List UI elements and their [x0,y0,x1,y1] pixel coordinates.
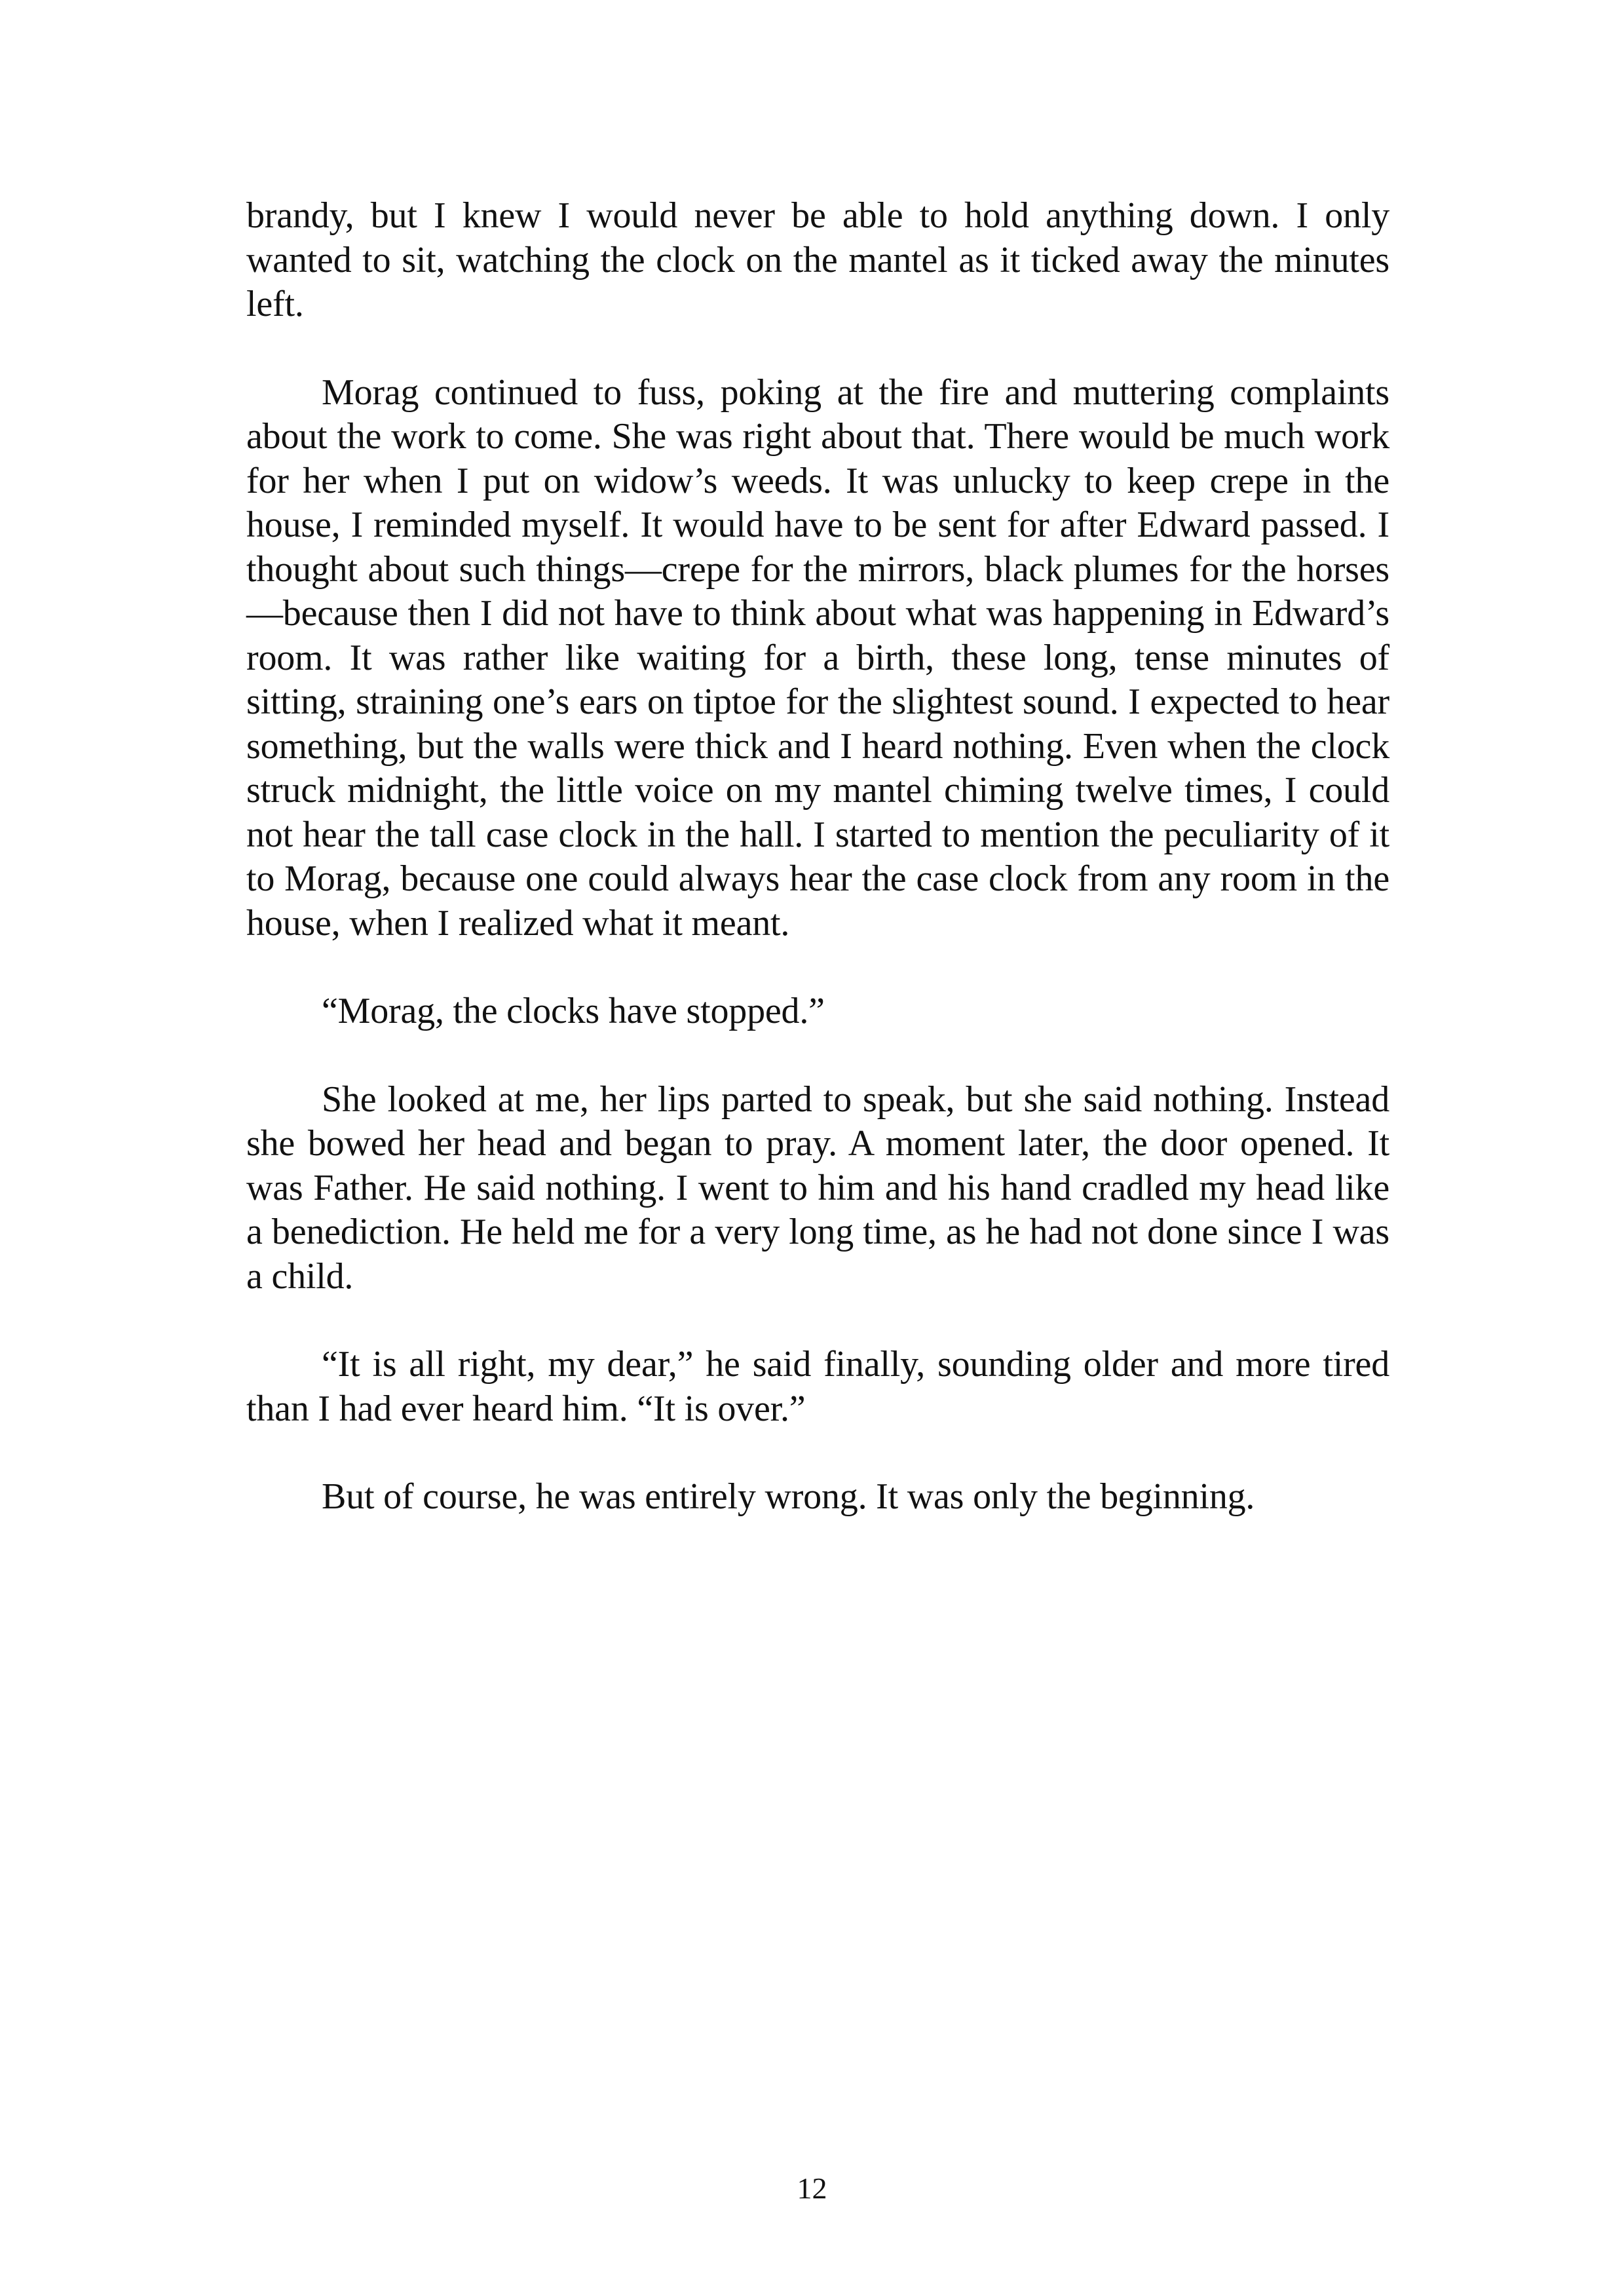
page-number: 12 [797,2172,827,2205]
paragraph: She looked at me, her lips parted to speak, but she said nothing. Instead she bowed her head and began to pray. A moment later, the door opened. It was Father. He said nothing. I went to him and his hand cradled my head like a benediction. He held me for a very long time, as he had not done since I was a child. [246,1079,1389,1297]
paragraph-closing: But of course, he was entirely wrong. It was only the beginning. [322,1476,1255,1517]
paragraph-dialogue: “It is all right, my dear,” he said finally, sounding older and more tired than I had ever heard him. “It is over.” [246,1344,1389,1429]
paragraph-dialogue: “Morag, the clocks have stopped.” [322,991,825,1031]
page-body [246,194,1389,1520]
paragraph: Morag continued to fuss, poking at the fire and muttering complaints about the work to come. She was right about that. There would be much work for her when I put on widow’s weeds. It was unlucky to keep crepe in the house, I reminded myself. It would have to be sent for after Edward passed. I thought about such things—crepe for the mirrors, black plumes for the horses—because then I did not have to think about what was happening in Edward’s room. It was rather like waiting for a birth, these long, tense minutes of sitting, straining one’s ears on tiptoe for the slightest sound. I expected to hear something, but the walls were thick and I heard nothing. Even when the clock struck midnight, the little voice on my mantel chiming twelve times, I could not hear the tall case clock in the hall. I started to mention the peculiarity of it to Morag, because one could always hear the case clock from any room in the house, when I realized what it meant. [246,372,1389,944]
paragraph-continued: brandy, but I knew I would never be able to hold anything down. I only wanted to sit, watching the clock on the mantel as it ticked away the minutes left. [246,195,1389,324]
